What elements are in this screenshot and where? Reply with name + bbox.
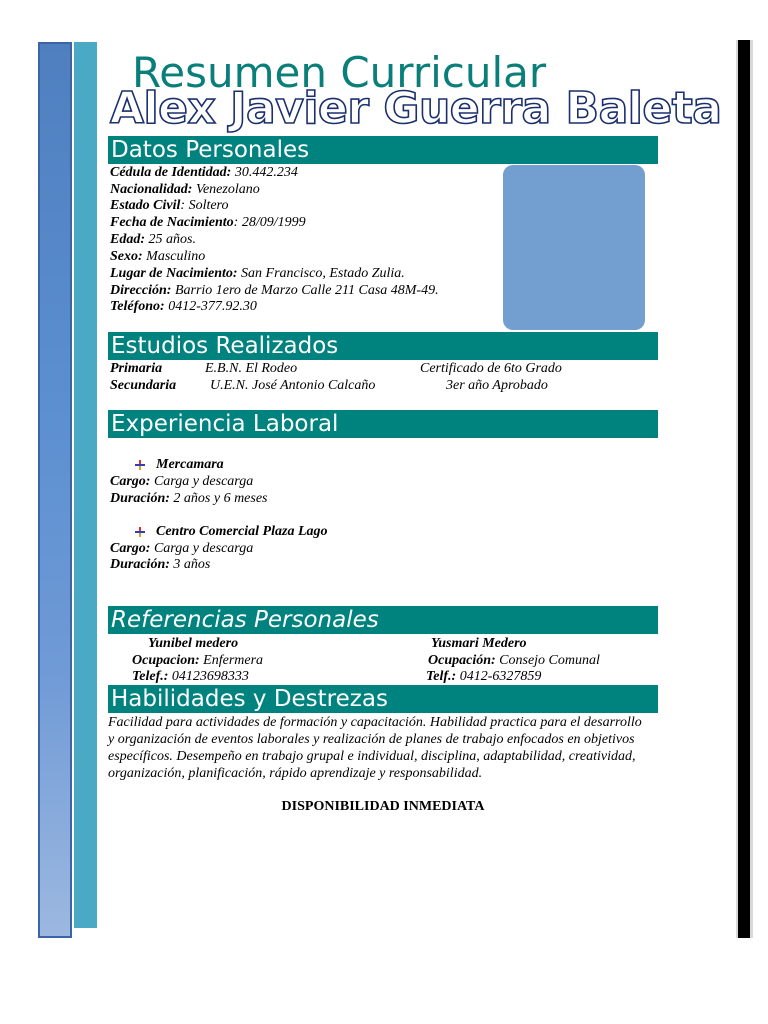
section-habilidades: Habilidades y Destrezas bbox=[108, 685, 658, 713]
photo-placeholder bbox=[503, 165, 645, 330]
bullet-icon bbox=[134, 526, 146, 538]
reference-phone: Telf.: 0412-6327859 bbox=[426, 669, 542, 684]
job-company: Mercamara bbox=[156, 457, 224, 472]
reference-phone: Telef.: 04123698333 bbox=[132, 669, 249, 684]
reference-name: Yunibel medero bbox=[148, 636, 239, 651]
reference-occupation: Ocupacion: Enfermera bbox=[132, 653, 264, 668]
datos-item: Estado Civil: Soltero bbox=[110, 198, 229, 213]
datos-item: Cédula de Identidad: 30.442.234 bbox=[110, 165, 298, 180]
job-duracion: Duración: 2 años y 6 meses bbox=[110, 491, 268, 506]
datos-item: Nacionalidad: Venezolano bbox=[110, 182, 260, 197]
availability-note: DISPONIBILIDAD INMEDIATA bbox=[281, 799, 485, 814]
section-experiencia: Experiencia Laboral bbox=[108, 410, 658, 438]
section-estudios: Estudios Realizados bbox=[108, 332, 658, 360]
datos-item: Dirección: Barrio 1ero de Marzo Calle 211 Casa 48M-49. bbox=[110, 283, 439, 298]
bullet-icon bbox=[134, 459, 146, 471]
estudio-level: Primaria bbox=[110, 361, 163, 376]
datos-item: Lugar de Nacimiento: San Francisco, Estado Zulia. bbox=[110, 266, 405, 281]
person-name: Alex Javier Guerra Baleta bbox=[110, 83, 722, 134]
right-decorative-bar bbox=[736, 40, 753, 938]
estudio-result: Certificado de 6to Grado bbox=[420, 361, 562, 376]
datos-item: Fecha de Nacimiento: 28/09/1999 bbox=[110, 215, 306, 230]
section-datos-personales: Datos Personales bbox=[108, 136, 658, 164]
datos-item: Sexo: Masculino bbox=[110, 249, 206, 264]
estudio-school: E.B.N. El Rodeo bbox=[205, 361, 298, 376]
datos-item: Teléfono: 0412-377.92.30 bbox=[110, 299, 257, 314]
section-referencias: Referencias Personales bbox=[108, 606, 658, 634]
job-company: Centro Comercial Plaza Lago bbox=[156, 524, 328, 539]
job-duracion: Duración: 3 años bbox=[110, 557, 211, 572]
job-cargo: Cargo: Carga y descarga bbox=[110, 541, 254, 556]
estudio-level: Secundaria bbox=[110, 378, 177, 393]
left-teal-bar bbox=[74, 42, 97, 928]
estudio-result: 3er año Aprobado bbox=[446, 378, 548, 393]
datos-item: Edad: 25 años. bbox=[110, 232, 196, 247]
left-decorative-bar bbox=[38, 42, 72, 938]
job-cargo: Cargo: Carga y descarga bbox=[110, 474, 254, 489]
reference-name: Yusmari Medero bbox=[431, 636, 527, 651]
reference-occupation: Ocupación: Consejo Comunal bbox=[428, 653, 600, 668]
document-title: Resumen Curricular bbox=[132, 48, 547, 97]
estudio-school: U.E.N. José Antonio Calcaño bbox=[210, 378, 376, 393]
skills-paragraph: Facilidad para actividades de formación y capacitación. Habilidad practica para el desarrollo y organización de eventos laborales y realización de planes de trabajo enfocados en objetivos específicos. Desempeño en trabajo grupal e individual, disciplina, adaptabilidad, creatividad, organización, planificación, rápido aprendizaje y responsabilidad. bbox=[108, 715, 642, 781]
